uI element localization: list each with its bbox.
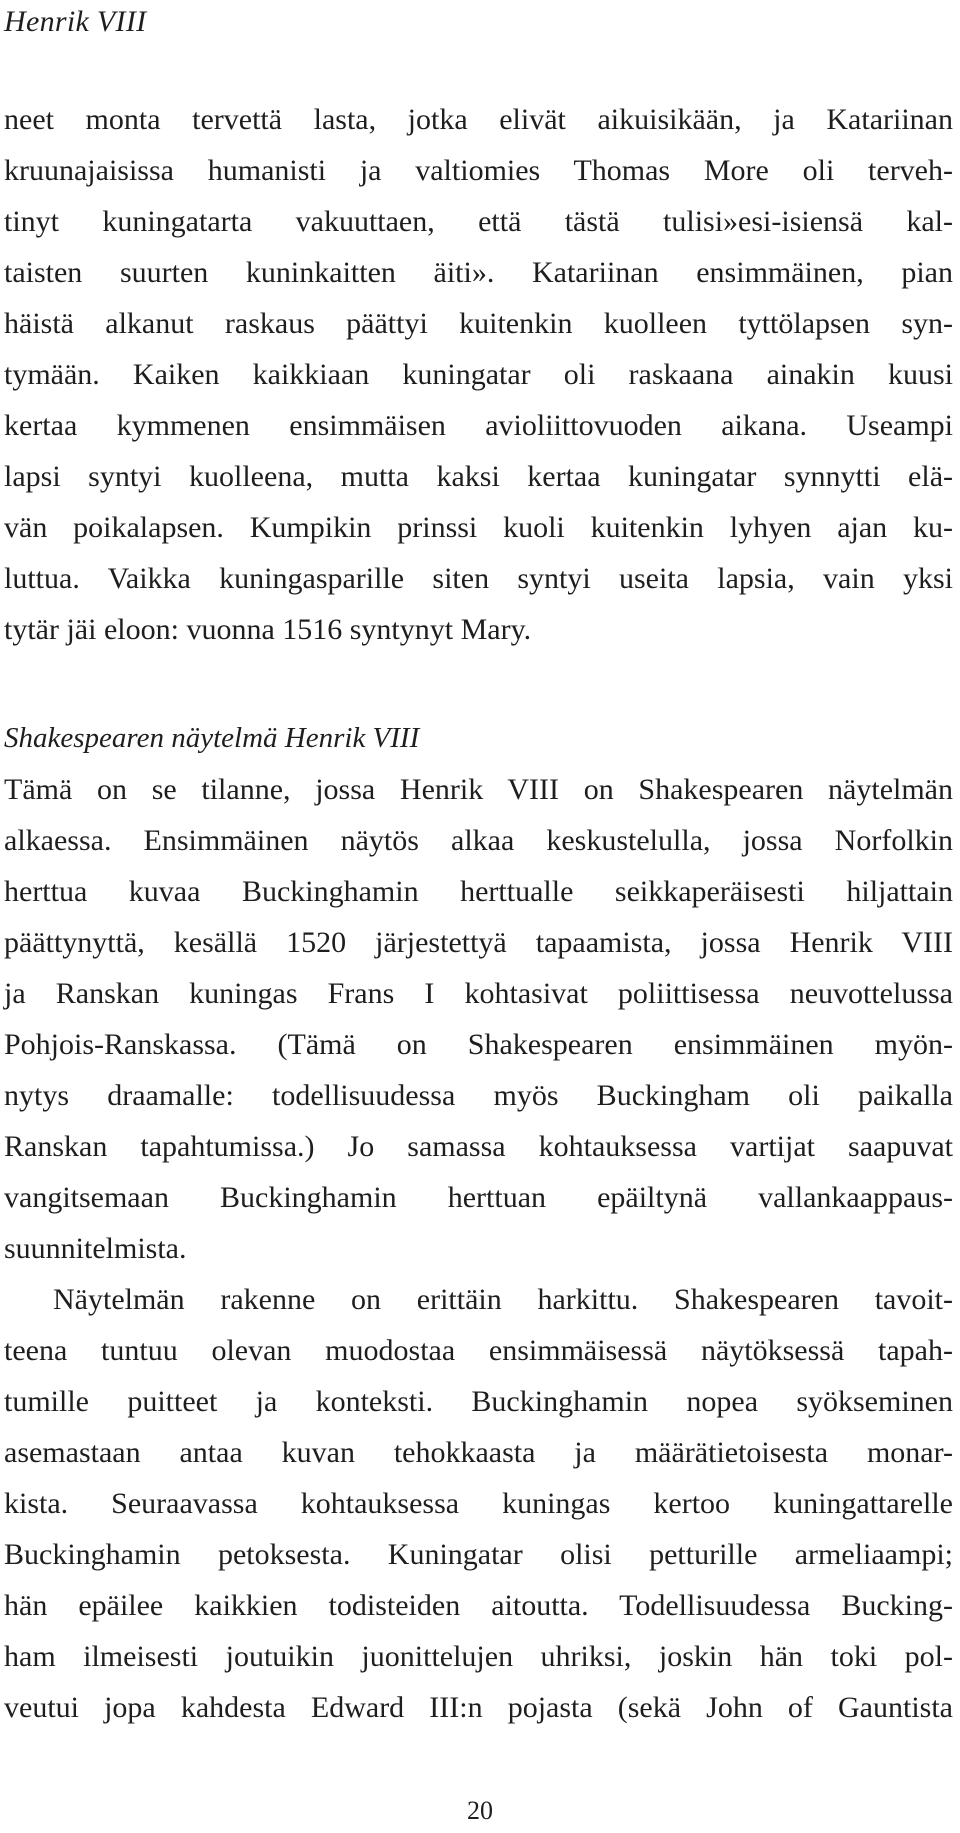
text-line: tinyt kuningatarta vakuuttaen, että tästä tulisi»esi-isiensä kal- [4,205,953,238]
text-line: ham ilmeisesti joutuikin juonittelujen uhriksi, joskin hän toki pol- [4,1640,953,1673]
text-line: Buckinghamin petoksesta. Kuningatar olisi petturille armeliaampi; [4,1538,953,1571]
text-line: taisten suurten kuninkaitten äiti». Katariinan ensimmäinen, pian [4,256,953,289]
text-line: teena tuntuu olevan muodostaa ensimmäisessä näytöksessä tapah- [4,1334,953,1367]
text-line: herttua kuvaa Buckinghamin herttualle seikkaperäisesti hiljattain [4,875,953,908]
text-line: kista. Seuraavassa kohtauksessa kuningas kertoo kuningattarelle [4,1487,953,1520]
section-heading: Shakespearen näytelmä Henrik VIII [4,722,420,754]
text-line: Ranskan tapahtumissa.) Jo samassa kohtauksessa vartijat saapuvat [4,1130,953,1163]
text-line: asemastaan antaa kuvan tehokkaasta ja määrätietoisesta monar- [4,1436,953,1469]
text-line: nytys draamalle: todellisuudessa myös Buckingham oli paikalla [4,1079,953,1112]
text-line: veutui jopa kahdesta Edward III:n pojasta (sekä John of Gauntista [4,1691,953,1724]
text-line: lapsi syntyi kuolleena, mutta kaksi kertaa kuningatar synnytti elä- [4,460,953,493]
text-line: häistä alkanut raskaus päättyi kuitenkin kuolleen tyttölapsen syn- [4,307,953,340]
text-line: kertaa kymmenen ensimmäisen avioliittovuoden aikana. Useampi [4,409,953,442]
text-line: Pohjois-Ranskassa. (Tämä on Shakespearen ensimmäinen myön- [4,1028,953,1061]
text-line: neet monta tervettä lasta, jotka elivät aikuisikään, ja Katariinan [4,103,953,136]
text-line: Tämä on se tilanne, jossa Henrik VIII on Shakespearen näytelmän [4,773,953,806]
text-line: päättynyttä, kesällä 1520 järjestettyä tapaamista, jossa Henrik VIII [4,926,953,959]
text-line: kruunajaisissa humanisti ja valtiomies Thomas More oli terveh- [4,154,953,187]
text-line: tumille puitteet ja konteksti. Buckinghamin nopea syökseminen [4,1385,953,1418]
text-line: vän poikalapsen. Kumpikin prinssi kuoli kuitenkin lyhyen ajan ku- [4,511,953,544]
text-line: Näytelmän rakenne on erittäin harkittu. Shakespearen tavoit- [53,1283,953,1316]
text-line: tytär jäi eloon: vuonna 1516 syntynyt Mary. [4,613,532,646]
text-line: alkaessa. Ensimmäinen näytös alkaa keskustelulla, jossa Norfolkin [4,824,953,857]
page-number: 20 [467,1796,493,1825]
text-line: ja Ranskan kuningas Frans I kohtasivat poliittisessa neuvottelussa [4,977,953,1010]
text-line: tymään. Kaiken kaikkiaan kuningatar oli raskaana ainakin kuusi [4,358,953,391]
text-line: hän epäilee kaikkien todisteiden aitoutta. Todellisuudessa Bucking- [4,1589,953,1622]
text-line: luttua. Vaikka kuningasparille siten syntyi useita lapsia, vain yksi [4,562,953,595]
text-line: suunnitelmista. [4,1232,187,1265]
running-head: Henrik VIII [4,5,147,38]
text-line: vangitsemaan Buckinghamin herttuan epäiltynä vallankaappaus- [4,1181,953,1214]
